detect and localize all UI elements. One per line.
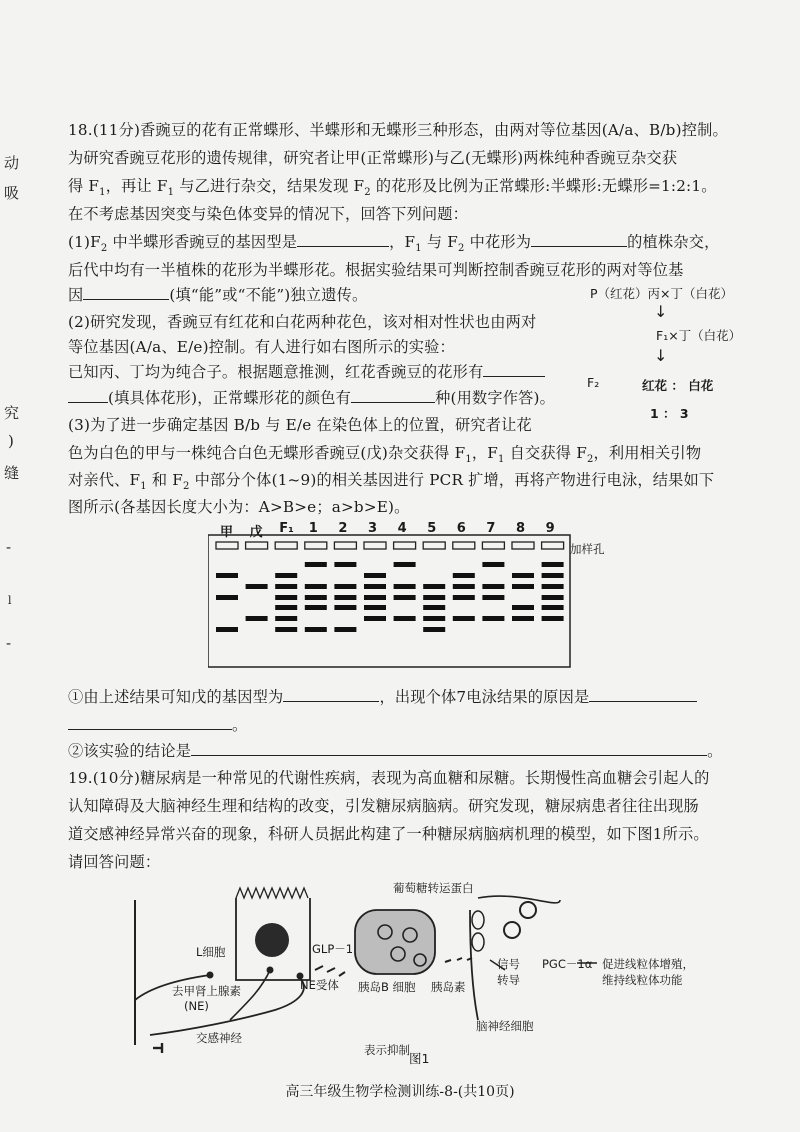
q19-line-3: 道交感神经异常兴奋的现象，科研人员据此构建了一种糖尿病脑病机理的模型，如下图1所示。 — [68, 825, 709, 843]
gel-band — [512, 573, 534, 578]
gel-band — [275, 605, 297, 610]
glp1-secretion — [315, 966, 345, 976]
gel-band — [305, 605, 327, 610]
answer-blank[interactable] — [283, 687, 379, 702]
q18-line-4: 在不考虑基因突变与染色体变异的情况下，回答下列问题： — [68, 205, 469, 223]
margin-fragment: - — [6, 634, 12, 652]
q18-part2-line-3: 已知丙、丁均为纯合子。根据题意推测，红花香豌豆的花形有 — [68, 361, 545, 382]
gel-lane-label: 8 — [516, 521, 526, 536]
cross-f2-label: F₂ — [587, 375, 600, 390]
q18-sub1-line-2: 。 — [68, 714, 247, 735]
gel-band — [423, 627, 445, 632]
electrophoresis-gel — [208, 521, 605, 671]
answer-blank[interactable] — [83, 285, 169, 300]
gel-band — [453, 584, 475, 589]
gel-band — [246, 616, 268, 621]
answer-blank[interactable] — [297, 232, 389, 247]
sympathetic-nerve-label: 交感神经 — [196, 1031, 242, 1045]
gel-band — [394, 595, 416, 600]
glp1-label: GLP－1 — [312, 942, 354, 956]
l-cell-label: L细胞 — [196, 945, 226, 959]
gel-band — [216, 627, 238, 632]
answer-blank[interactable] — [483, 362, 545, 377]
glucose-transporter — [472, 933, 484, 951]
ne-abbrev-label: (NE) — [184, 999, 209, 1013]
gel-band — [364, 595, 386, 600]
gel-well — [482, 542, 504, 549]
margin-fragment: l — [8, 594, 12, 607]
gel-band — [364, 584, 386, 589]
glucose-transporter — [472, 911, 484, 929]
margin-fragment: 动 — [4, 154, 20, 172]
gel-band — [305, 562, 327, 567]
margin-fragment: - — [6, 538, 12, 556]
gel-band — [275, 584, 297, 589]
nerve-ending — [207, 972, 214, 979]
gel-lane-label: 6 — [456, 521, 466, 536]
gel-lane-label: 5 — [427, 521, 437, 536]
gel-band — [275, 573, 297, 578]
gel-lane-label: 7 — [486, 521, 496, 536]
gel-band — [334, 595, 356, 600]
gel-lane-label: 3 — [368, 521, 378, 536]
gel-band — [394, 616, 416, 621]
q18-part3-line-2: 色为白色的甲与一株纯合白色无蝶形香豌豆(戊)杂交获得 $F_1$，$F_1$ 自交获得 $F_2$，利用相关引物 — [68, 444, 702, 466]
gel-band — [423, 595, 445, 600]
figure-caption: 图1 — [409, 1051, 430, 1066]
pgc-label: PGC－1α — [542, 957, 593, 971]
gel-band — [246, 584, 268, 589]
q18-part3-line-4: 图所示(各基因长度大小为：A>B>e；a>b>E)。 — [68, 498, 410, 516]
l-cell-microvilli — [236, 888, 308, 898]
margin-fragment: ) — [8, 432, 14, 450]
margin-fragment: 缝 — [4, 464, 20, 482]
effect-label-2: 维持线粒体功能 — [602, 973, 683, 987]
q18-sub2-line: ②该实验的结论是 。 — [68, 742, 723, 760]
gel-band — [423, 584, 445, 589]
gel-lane-label: 9 — [545, 521, 555, 536]
answer-blank[interactable] — [68, 388, 108, 403]
gel-band — [542, 595, 564, 600]
effect-label-1: 促进线粒体增殖， — [602, 957, 694, 971]
gel-band — [305, 584, 327, 589]
gel-well — [542, 542, 564, 549]
gel-band — [364, 605, 386, 610]
gel-well — [334, 542, 356, 549]
ne-label: 去甲肾上腺素 — [172, 984, 241, 998]
page-footer: 高三年级生物学检测训练-8-(共10页) — [285, 1084, 515, 1100]
gel-band — [542, 616, 564, 621]
gel-band — [305, 595, 327, 600]
gel-band — [394, 562, 416, 567]
gel-well — [423, 542, 445, 549]
down-arrow-icon: ↓ — [654, 346, 668, 365]
gel-band — [512, 584, 534, 589]
gel-band — [394, 584, 416, 589]
gel-band — [275, 616, 297, 621]
q18-part1-line-1: $(1)F_2$ 中半蝶形香豌豆的基因型是 ，$F_1$ 与 $F_2$ 中花形为 的植株杂交， — [68, 233, 720, 255]
transduction-label: 转导 — [497, 973, 520, 987]
q18-part3-line-3: 对亲代、$F_1$ 和 $F_2$ 中部分个体(1~9)的相关基因进行 PCR 扩增，再将产物进行电泳，结果如下 — [68, 471, 715, 493]
gel-band — [364, 616, 386, 621]
gel-well — [305, 542, 327, 549]
ne-receptor-label: NE受体 — [300, 978, 339, 992]
q18-part1-line-3: 因 (填“能”或“不能”)独立遗传。 — [68, 286, 368, 304]
gel-lane-label: 1 — [308, 521, 318, 536]
insulin-label: 胰岛素 — [431, 980, 466, 994]
gel-lane-label: 甲 — [220, 525, 234, 540]
insulin-secretion — [445, 958, 472, 962]
q18-sub1-line-1: ①由上述结果可知戊的基因型为 ，出现个体7电泳结果的原因是 — [68, 686, 697, 707]
down-arrow-icon: ↓ — [654, 302, 668, 321]
gel-band — [334, 627, 356, 632]
gel-band — [512, 616, 534, 621]
gel-lane-label: 4 — [397, 521, 407, 536]
gel-well — [216, 542, 238, 549]
glucose-transporter-label: 葡萄糖转运蛋白 — [393, 881, 474, 895]
q19-line-4: 请回答问题： — [68, 853, 161, 871]
gel-band — [482, 562, 504, 567]
gel-band — [216, 573, 238, 578]
gel-band — [542, 605, 564, 610]
gel-band — [542, 584, 564, 589]
q18-part2-line-1: (2)研究发现，香豌豆有红花和白花两种花色，该对相对性状也由两对 — [68, 313, 537, 331]
gel-band — [423, 605, 445, 610]
gel-well — [394, 542, 416, 549]
cross-parent-row: P（红花）丙×丁（白花） — [590, 286, 734, 301]
answer-blank[interactable] — [531, 232, 627, 247]
gel-well — [453, 542, 475, 549]
nerve-ending — [267, 967, 274, 974]
l-cell-nucleus — [255, 923, 289, 957]
gel-band — [334, 584, 356, 589]
gel-band — [275, 627, 297, 632]
margin-fragment: 吸 — [4, 184, 20, 202]
gel-band — [334, 605, 356, 610]
gel-band — [482, 616, 504, 621]
gel-band — [364, 573, 386, 578]
gel-band — [512, 605, 534, 610]
gel-band — [334, 562, 356, 567]
margin-fragment: 究 — [4, 404, 20, 422]
gel-lane-label: 2 — [338, 521, 348, 536]
q18-part3-line-1: (3)为了进一步确定基因 B/b 与 E/e 在染色体上的位置，研究者让花 — [68, 416, 532, 434]
cross-f2-ratio: 1 ： 3 — [650, 406, 689, 421]
gel-band — [482, 595, 504, 600]
q18-part2-line-2: 等位基因(A/a、E/e)控制。有人进行如右图所示的实验： — [68, 338, 455, 356]
gel-band — [453, 573, 475, 578]
q19-line-1: 19.(10分)糖尿病是一种常见的代谢性疾病，表现为高血糖和尿糖。长期慢性高血糖会引起人的 — [68, 769, 710, 787]
gel-band — [542, 562, 564, 567]
answer-blank[interactable] — [589, 687, 697, 702]
beta-cell-label: 胰岛B 细胞 — [358, 980, 416, 994]
q19-line-2: 认知障碍及大脑神经生理和结构的改变，引发糖尿病脑病。研究发现，糖尿病患者往往出现肠 — [68, 797, 699, 815]
gel-lane-label: 戊 — [249, 525, 263, 540]
answer-blank[interactable] — [191, 741, 707, 756]
q18-part2-line-4: (填具体花形)，正常蝶形花的颜色有 种(用数字作答)。 — [68, 387, 555, 408]
q18-line-1: 18.(11分)香豌豆的花有正常蝶形、半蝶形和无蝶形三种形态，由两对等位基因(A/a、B/b)控制。 — [68, 121, 728, 139]
signal-label: 信号 — [497, 957, 520, 971]
gel-band — [305, 627, 327, 632]
brain-cell-label: 脑神经细胞 — [476, 1019, 534, 1033]
gel-well — [364, 542, 386, 549]
cross-f2-phenotypes: 红花 ： 白花 — [642, 378, 714, 393]
gel-band — [453, 616, 475, 621]
gel-well — [246, 542, 268, 549]
gel-figure — [208, 521, 588, 671]
gel-band — [216, 595, 238, 600]
inhibit-legend-label: 表示抑制 — [364, 1043, 410, 1057]
cross-f1-row: F₁×丁（白花） — [656, 328, 742, 343]
gel-well — [275, 542, 297, 549]
answer-blank[interactable] — [68, 715, 232, 730]
gel-lane-label: F₁ — [279, 521, 294, 536]
gel-frame — [208, 535, 570, 667]
gel-band — [453, 595, 475, 600]
well-label: 加样孔 — [570, 542, 605, 556]
gel-band — [275, 595, 297, 600]
gel-band — [423, 616, 445, 621]
q18-line-3: 得 $F_1$，再让 $F_1$ 与乙进行杂交，结果发现 $F_2$ 的花形及比例为正常蝶形:半蝶形:无蝶形=1:2:1。 — [68, 177, 717, 199]
gel-band — [542, 573, 564, 578]
q18-line-2: 为研究香豌豆花形的遗传规律，研究者让甲(正常蝶形)与乙(无蝶形)两株纯种香豌豆杂交获 — [68, 149, 678, 167]
gel-band — [482, 584, 504, 589]
gel-well — [512, 542, 534, 549]
answer-blank[interactable] — [351, 388, 435, 403]
q18-part1-line-2: 后代中均有一半植株的花形为半蝶形花。根据实验结果可判断控制香豌豆花形的两对等位基 — [68, 261, 684, 279]
